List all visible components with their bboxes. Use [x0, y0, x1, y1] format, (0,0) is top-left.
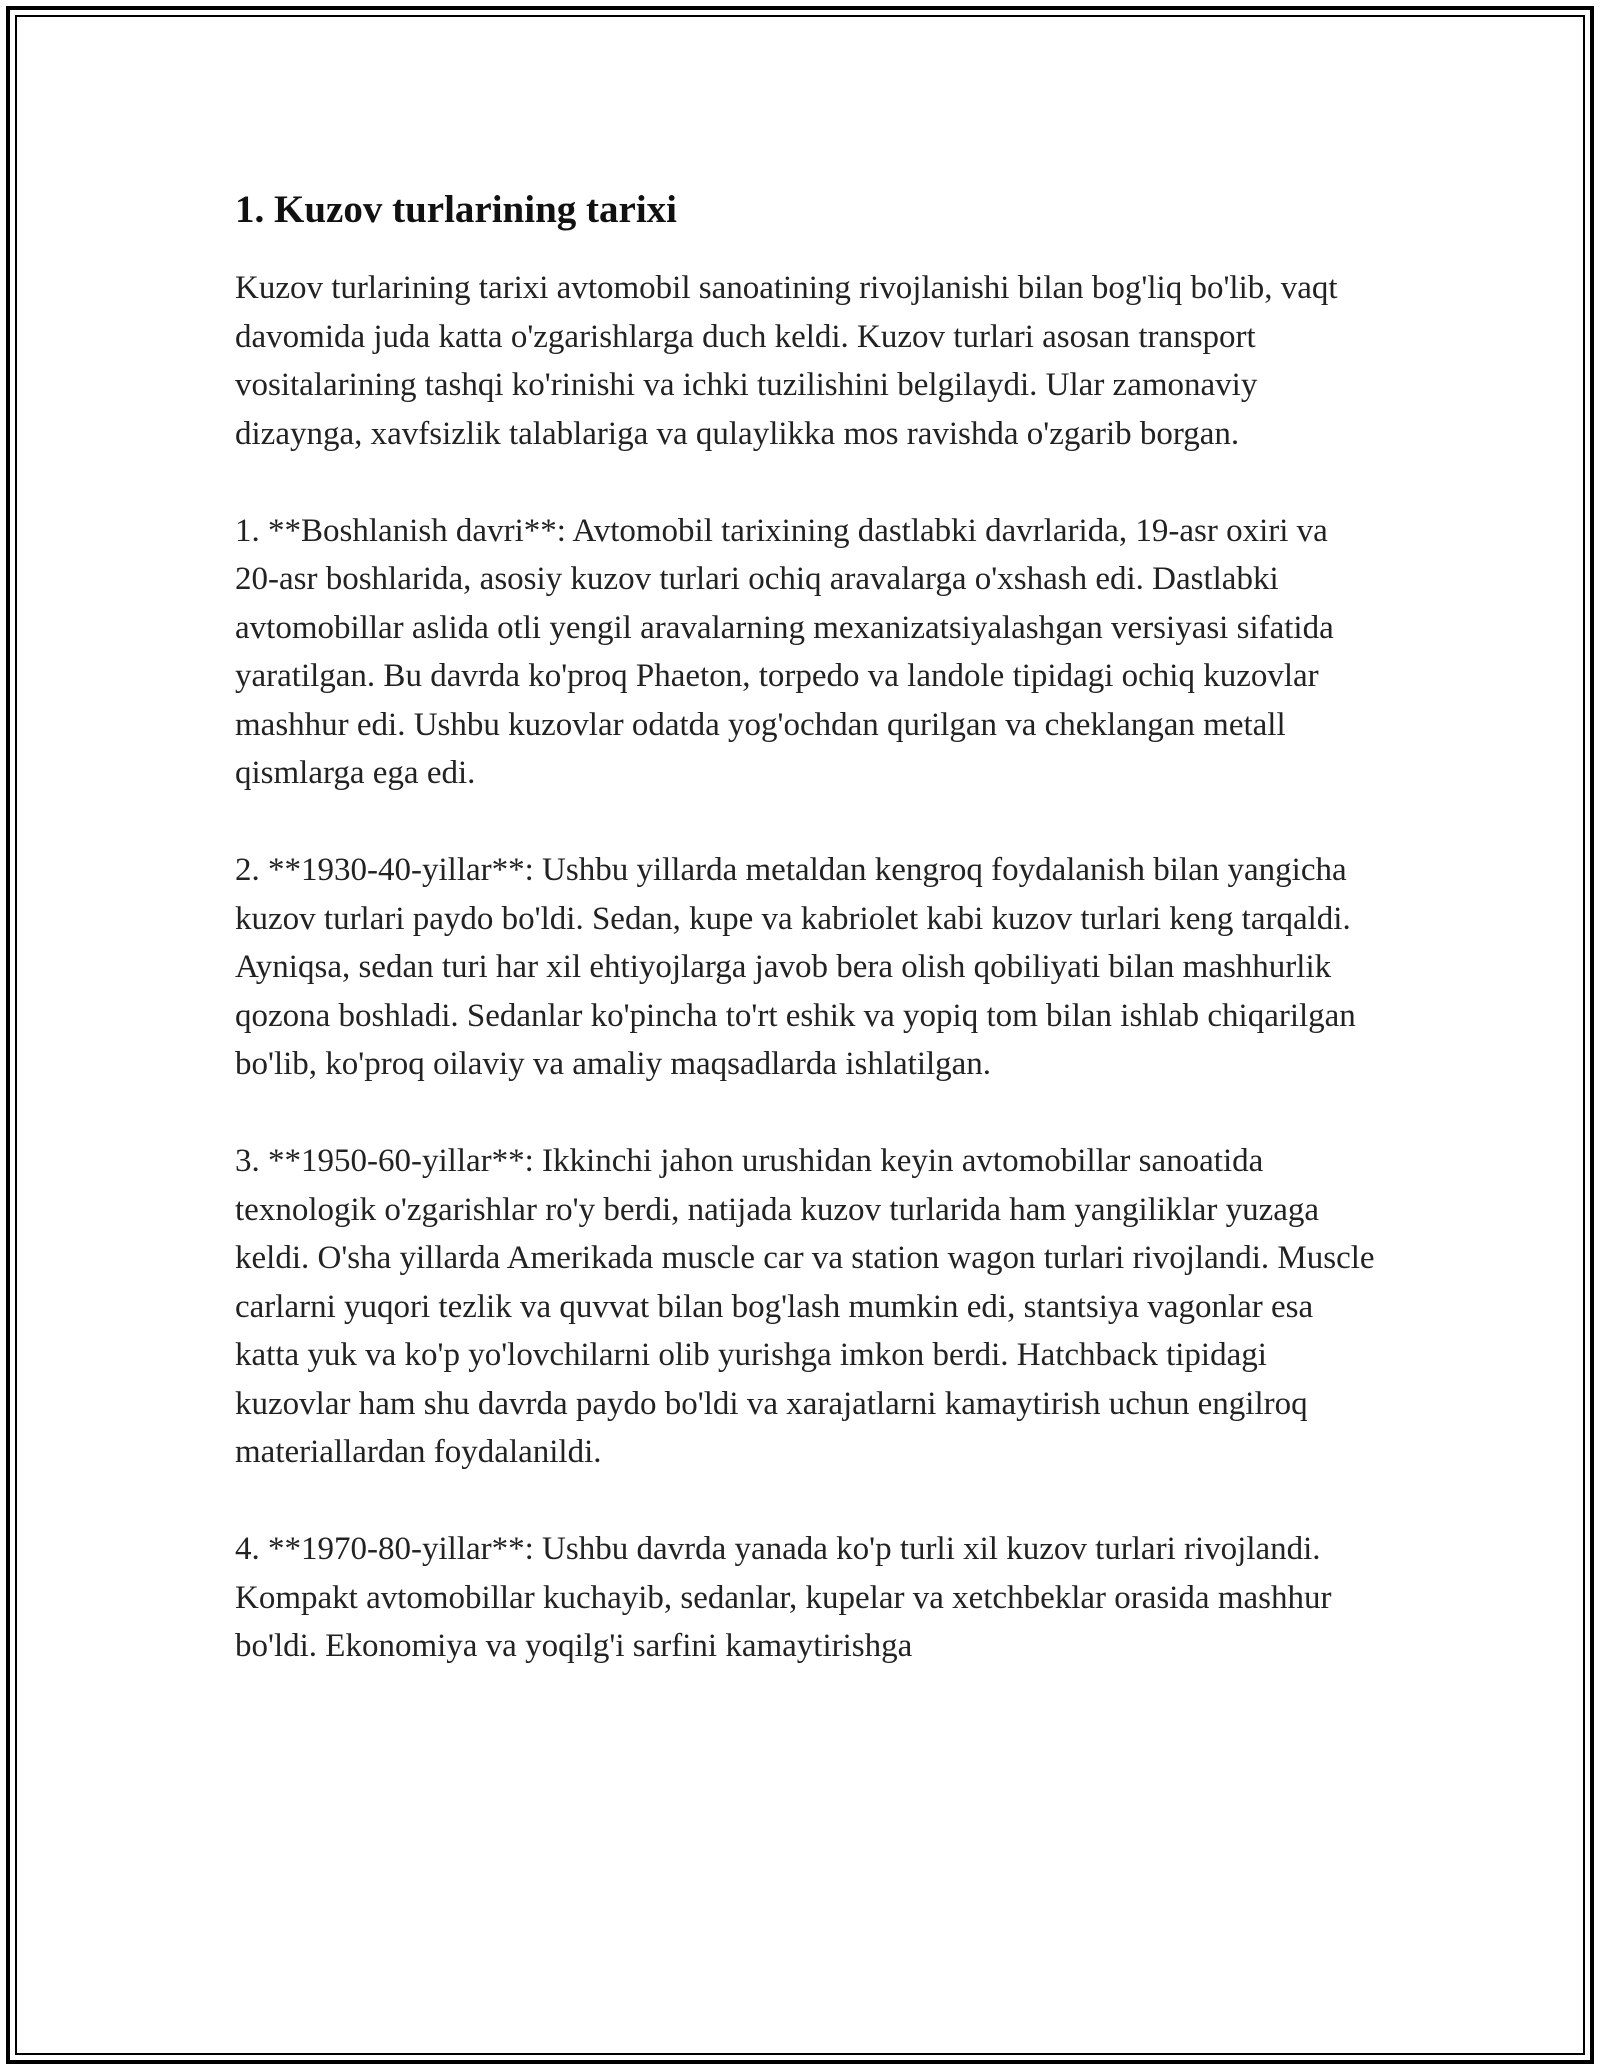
- paragraph-section-1: 1. **Boshlanish davri**: Avtomobil tarixining dastlabki davrlarida, 19-asr oxiri va 20-asr boshlarida, asosiy kuzov turlari ochiq aravalarga o'xshash edi. Dastlabki avtomobillar aslida otli yengil aravalarning mexanizatsiyalashgan versiyasi sifatida yaratilgan. Bu davrda ko'proq Phaeton, torpedo va landole tipidagi ochiq kuzovlar mashhur edi. Ushbu kuzovlar odatda yog'ochdan qurilgan va cheklangan metall qismlarga ega edi.: [235, 512, 1334, 791]
- paragraph-section-3: 3. **1950-60-yillar**: Ikkinchi jahon urushidan keyin avtomobillar sanoatida texnologik o'zgarishlar ro'y berdi, natijada kuzov turlarida ham yangiliklar yuzaga keldi. O'sha yillarda Amerikada muscle car va station wagon turlari rivojlandi. Muscle carlarni yuqori tezlik va quvvat bilan bog'lash mumkin edi, stantsiya vagonlar esa katta yuk va ko'p yo'lovchilarni olib yurishga imkon berdi. Hatchback tipidagi kuzovlar ham shu davrda paydo bo'ldi va xarajatlarni kamaytirish uchun engilroq materiallardan foydalanildi.: [235, 1143, 1375, 1470]
- document-title: 1. Kuzov turlarining tarixi: [235, 188, 677, 231]
- paragraph-section-2: 2. **1930-40-yillar**: Ushbu yillarda metaldan kengroq foydalanish bilan yangicha kuzov turlari paydo bo'ldi. Sedan, kupe va kabriolet kabi kuzov turlari keng tarqaldi. Ayniqsa, sedan turi har xil ehtiyojlarga javob bera olish qobiliyati bilan mashhurlik qozona boshladi. Sedanlar ko'pincha to'rt eshik va yopiq tom bilan ishlab chiqarilgan bo'lib, ko'proq oilaviy va amaliy maqsadlarda ishlatilgan.: [235, 852, 1356, 1082]
- document-body: [235, 182, 1375, 1719]
- paragraph-intro: Kuzov turlarining tarixi avtomobil sanoatining rivojlanishi bilan bog'liq bo'lib, vaqt davomida juda katta o'zgarishlarga duch keldi. Kuzov turlari asosan transport vositalarining tashqi ko'rinishi va ichki tuzilishini belgilaydi. Ular zamonaviy dizaynga, xavfsizlik talablariga va qulaylikka mos ravishda o'zgarib borgan.: [235, 270, 1338, 452]
- paragraph-section-4: 4. **1970-80-yillar**: Ushbu davrda yanada ko'p turli xil kuzov turlari rivojlandi. Kompakt avtomobillar kuchayib, sedanlar, kupelar va xetchbeklar orasida mashhur bo'ldi. Ekonomiya va yoqilg'i sarfini kamaytirishga: [235, 1531, 1332, 1664]
